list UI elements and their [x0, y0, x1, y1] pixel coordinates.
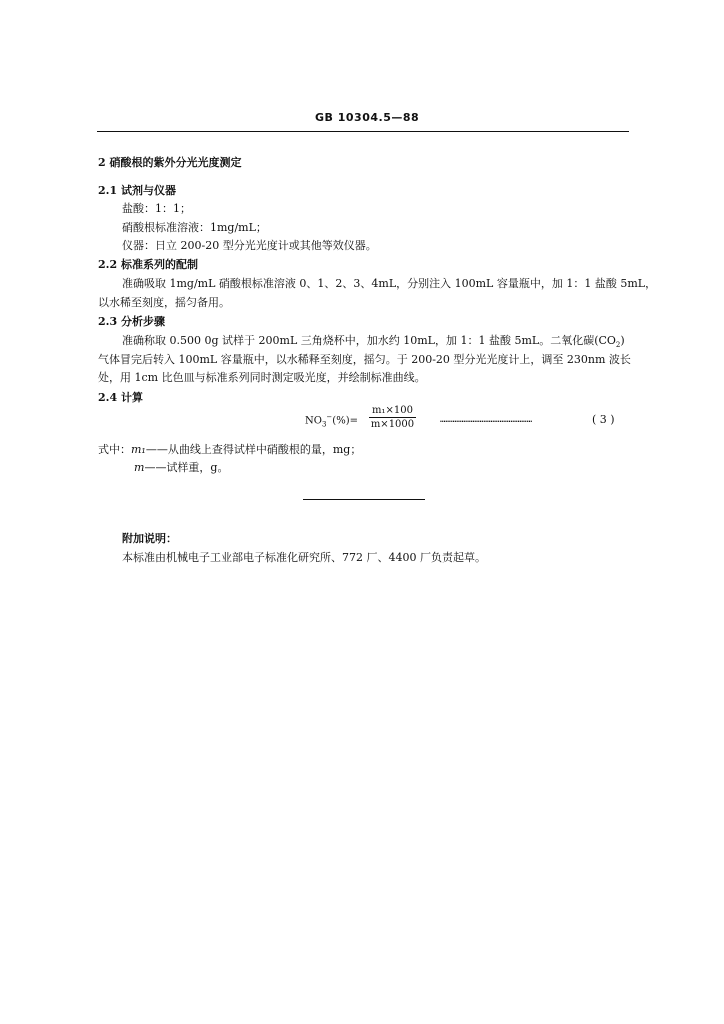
reagent-nitrate-standard: 硝酸根标准溶液：1mg/mL； [122, 221, 267, 234]
section-2-2-title: 2.2 标准系列的配制 [98, 258, 198, 271]
section-2-title: 2 硝酸根的紫外分光光度测定 [98, 156, 242, 169]
co2-subscript: 2 [615, 341, 621, 350]
formula-fraction [369, 405, 416, 430]
section-2-2-line-2: 以水稀至刻度，摇匀备用。 [98, 296, 230, 309]
formula-superscript: − [326, 413, 333, 421]
appendix-title: 附加说明： [122, 532, 177, 545]
formula-denominator: m×1000 [370, 419, 415, 430]
section-2-3-line-1 [122, 332, 625, 349]
where-label: 式中： [98, 443, 131, 456]
where-var-m1: m₁ [131, 443, 146, 456]
instrument-line: 仪器：日立 200-20 型分光光度计或其他等效仪器。 [122, 239, 377, 252]
formula-no-text: NO [305, 415, 322, 427]
formula-subscript: 3 [321, 420, 327, 429]
formula-numerator: m₁×100 [369, 405, 416, 418]
section-2-3-line-1-close: ) [620, 334, 625, 347]
where-desc-m1: ——从曲线上查得试样中硝酸根的量，mg； [145, 443, 362, 456]
where-line-2 [134, 459, 228, 475]
section-2-3-title: 2.3 分析步骤 [98, 315, 165, 328]
formula-lhs [305, 413, 358, 428]
end-rule [303, 499, 425, 500]
standard-number-header: GB 10304.5—88 [315, 111, 420, 124]
where-line-1 [98, 441, 361, 457]
section-2-3-line-2: 气体冒完后转入 100mL 容量瓶中，以水稀释至刻度，摇匀。于 200-20 型分光光度计上，调至 230nm 波长 [98, 353, 631, 366]
section-2-2-line-1: 准确吸取 1mg/mL 硝酸根标准溶液 0、1、2、3、4mL，分别注入 100mL 容量瓶中，加 1：1 盐酸 5mL， [122, 277, 657, 290]
header-rule [97, 131, 629, 132]
where-var-m: m [134, 461, 145, 474]
section-2-1-title: 2.1 试剂与仪器 [98, 184, 176, 197]
formula-number: ( 3 ) [592, 413, 615, 426]
formula-leader-dots: …………………………………………… [440, 415, 533, 425]
section-2-4-title: 2.4 计算 [98, 391, 143, 404]
reagent-hcl: 盐酸：1：1； [122, 202, 191, 215]
section-2-3-line-1-text: 准确称取 0.500 0g 试样于 200mL 三角烧杯中，加水约 10mL，加 1：1 盐酸 5mL。二氧化碳(CO [122, 334, 616, 347]
appendix-text: 本标准由机械电子工业部电子标准化研究所、772 厂、4400 厂负责起草。 [122, 551, 486, 564]
section-2-3-line-3: 处，用 1cm 比色皿与标准系列同时测定吸光度，并绘制标准曲线。 [98, 371, 426, 384]
where-desc-m: ——试样重，g。 [144, 461, 229, 474]
formula-percent: (%)= [332, 415, 358, 427]
